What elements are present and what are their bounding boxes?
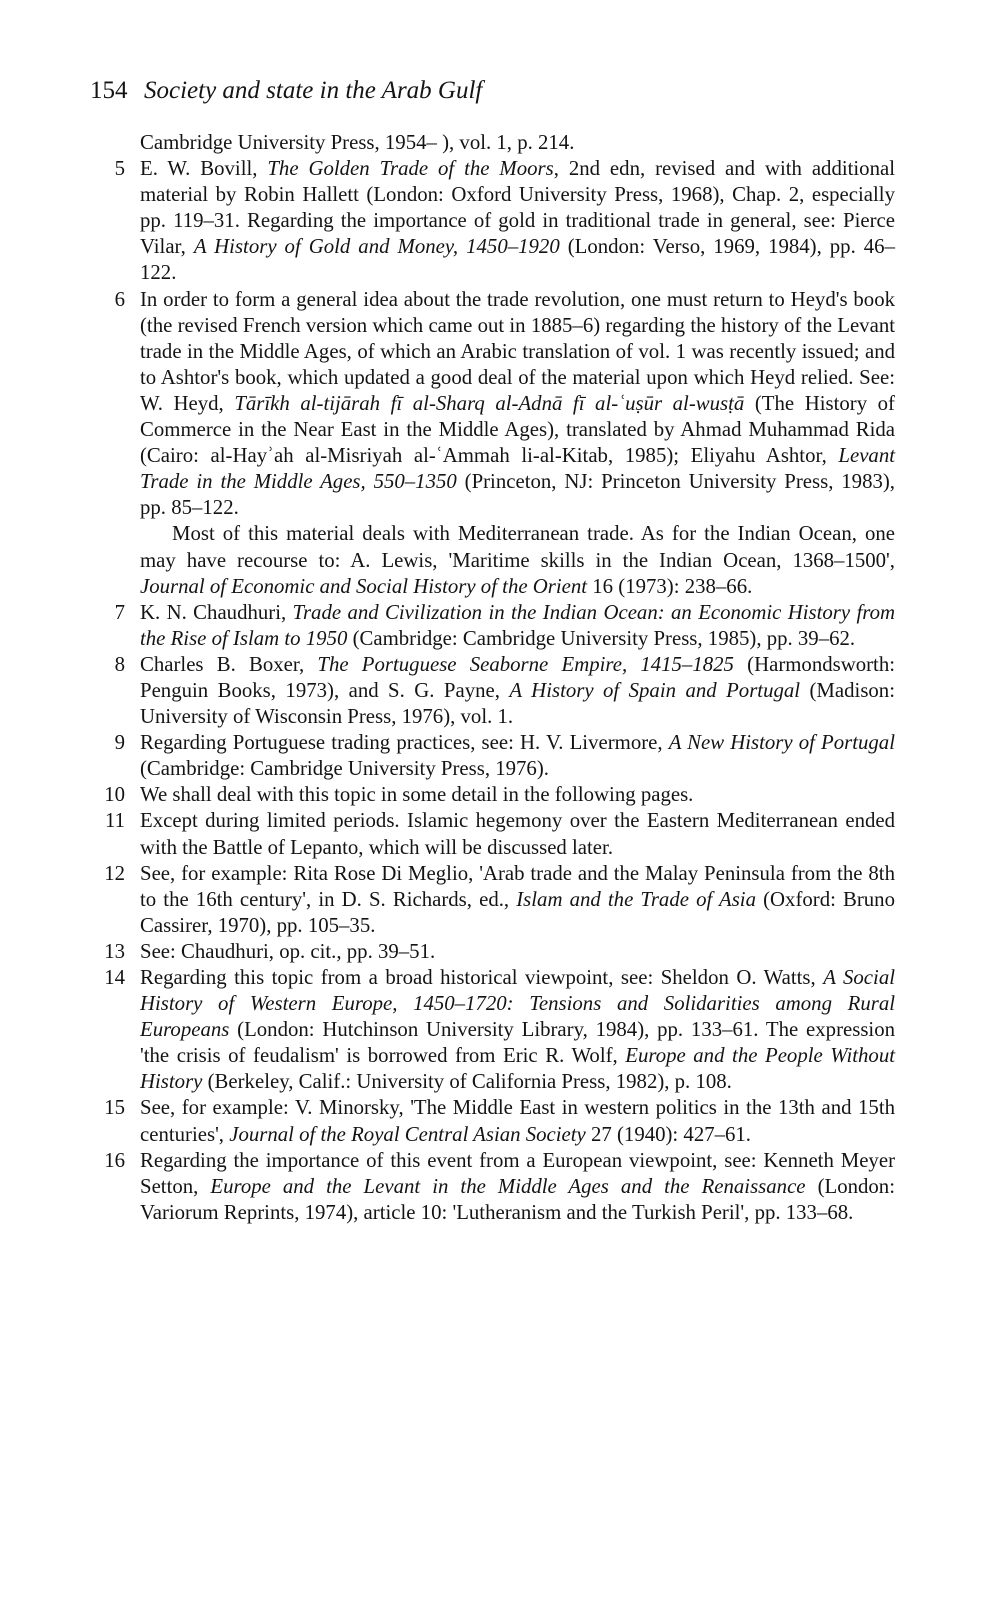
note-text: Regarding the importance of this event from a European viewpoint, see: Kenneth Meyer Setton, Europe and the Levant in the Middle Ages and the Renaissance (London: Variorum Reprints, 1974), article 10: 'Lutheranism and the Turkish Peril', pp. 133–68. (140, 1148, 895, 1224)
note-7 (95, 600, 895, 652)
note-number: 9 (114, 731, 125, 755)
note-15 (95, 1095, 895, 1147)
page-number: 154 (90, 77, 128, 104)
note-text: See, for example: Rita Rose Di Meglio, 'Arab trade and the Malay Peninsula from the 8th to the 16th century', in D. S. Richards, ed., Islam and the Trade of Asia (Oxford: Bruno Cassirer, 1970), pp. 105–35. (140, 861, 895, 937)
note-6 (95, 287, 895, 600)
note-number: 7 (114, 600, 125, 624)
note-text: Charles B. Boxer, The Portuguese Seaborne Empire, 1415–1825 (Harmondsworth: Penguin Books, 1973), and S. G. Payne, A History of Spain and Portugal (Madison: University of Wisconsin Press, 1976), vol. 1. (140, 652, 896, 729)
note-number: 16 (104, 1148, 125, 1172)
note-text: Cambridge University Press, 1954– ), vol. 1, p. 214. (140, 131, 575, 154)
note-8 (95, 652, 895, 730)
note-text: E. W. Bovill, The Golden Trade of the Moors, 2nd edn, revised and with additional material by Robin Hallett (London: Oxford University Press, 1968), Chap. 2, especially pp. 119–31. Regarding the importance of gold in traditional trade in general, see: Pierce Vilar, A History of Gold and Money, 1450–1920 (London: Verso, 1969, 1984), pp. 46–122. (140, 157, 895, 285)
note-number: 10 (104, 783, 125, 807)
note-12 (95, 861, 895, 939)
note-9 (95, 730, 895, 782)
note-text: Regarding this topic from a broad historical viewpoint, see: Sheldon O. Watts, A Social History of Western Europe, 1450–1720: Tensions and Solidarities among Rural Europeans (London: Hutchinson University Library, 1984), pp. 133–61. The expression 'the crisis of feudalism' is borrowed from Eric R. Wolf, Europe and the People Without History (Berkeley, Calif.: University of California Press, 1982), p. 108. (140, 966, 896, 1094)
note-14 (95, 965, 895, 1095)
endnotes (95, 130, 895, 1226)
note-text: We shall deal with this topic in some detail in the following pages. (140, 783, 694, 807)
note-text: Regarding Portuguese trading practices, see: H. V. Livermore, A New History of Portugal (Cambridge: Cambridge University Press, 1976). (140, 731, 895, 781)
note-11 (95, 808, 895, 860)
note-10 (95, 782, 895, 808)
note-continuation: Most of this material deals with Mediterranean trade. As for the Indian Ocean, one may have recourse to: A. Lewis, 'Maritime skills in the Indian Ocean, 1368–1500', Journal of Economic and Social History of the Orient 16 (1973): 238–66. (140, 522, 895, 598)
running-title: Society and state in the Arab Gulf (144, 77, 483, 104)
note-number: 14 (104, 966, 125, 989)
note-number: 15 (104, 1096, 125, 1120)
note-number: 13 (104, 939, 125, 963)
note-text: K. N. Chaudhuri, Trade and Civilization in the Indian Ocean: an Economic History from the Rise of Islam to 1950 (Cambridge: Cambridge University Press, 1985), pp. 39–62. (140, 600, 895, 650)
note-number: 12 (104, 861, 125, 885)
note-number: 8 (114, 652, 125, 676)
note-text: See, for example: V. Minorsky, 'The Middle East in western politics in the 13th and 15th centuries', Journal of the Royal Central Asian Society 27 (1940): 427–61. (140, 1096, 895, 1146)
note-16 (95, 1148, 895, 1226)
note-number: 11 (104, 809, 125, 833)
note-continued (95, 130, 895, 156)
note-5 (95, 156, 895, 286)
note-number: 5 (114, 157, 125, 181)
note-text: Except during limited periods. Islamic hegemony over the Eastern Mediterranean ended with the Battle of Lepanto, which will be discussed later. (140, 809, 895, 859)
note-13 (95, 939, 895, 965)
running-header (90, 74, 482, 108)
note-number: 6 (114, 287, 125, 311)
note-text: In order to form a general idea about the trade revolution, one must return to Heyd's book (the revised French version which came out in 1885–6) regarding the history of the Levant trade in the Middle Ages, of which an Arabic translation of vol. 1 was recently issued; and to Ashtor's book, which updated a good deal of the material upon which Heyd relied. See: W. Heyd, Tārīkh al-tijārah fī al-Sharq al-Adnā fī al-ʿuṣūr al-wusṭā (The History of Commerce in the Near East in the Middle Ages), translated by Ahmad Muhammad Rida (Cairo: al-Hayʾah al-Misriyah al-ʿAmmah li-al-Kitab, 1985); Eliyahu Ashtor, Levant Trade in the Middle Ages, 550–1350 (Princeton, NJ: Princeton University Press, 1983), pp. 85–122. (140, 287, 895, 520)
note-text: See: Chaudhuri, op. cit., pp. 39–51. (140, 939, 436, 963)
